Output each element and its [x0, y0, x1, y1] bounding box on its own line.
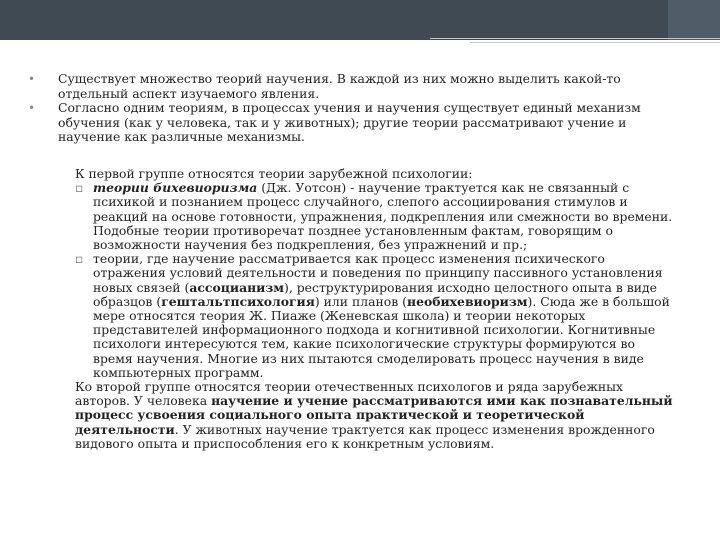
reflection-text-e: ). Сюда же в большой мере относятся теория Ж. Пиаже (Женевская школа) и теории некоторых представителей информационного подхода и когнитивной психологии. Когнитивные психологи интересуются тем, какие психологические структуры формируются во время научения. Многие из них пытаются смоделировать процесс научения в виде компьютерных программ.	[93, 293, 670, 380]
sub-item-reflection	[75, 252, 675, 380]
second-group-paragraph	[75, 380, 675, 451]
decor-line	[470, 42, 720, 43]
decor-lines	[430, 38, 720, 46]
sub-section	[75, 167, 675, 451]
bullet-dot-icon: •	[28, 72, 36, 86]
second-group-text-b: . У животных научение трактуется как процесс изменения врожденного видового опыта и приспособления его к конкретным условиям.	[75, 421, 655, 451]
slide-top-bar-accent	[668, 0, 720, 40]
square-bullet-icon: ▫	[75, 251, 84, 267]
bullet-text: Согласно одним теориям, в процессах учения и научения существует единый механизм обучения (как у человека, так и у животных); другие теории рассматривают учение и научение как различные механизмы.	[58, 100, 641, 145]
term-associanism: ассоцианизм	[189, 279, 285, 295]
decor-line	[430, 38, 720, 39]
second-group-text-a: Ко второй группе относятся теории отечественных психологов и ряда зарубежных авторов. У человека	[75, 379, 623, 409]
first-group-intro: К первой группе относятся теории зарубежной психологии:	[75, 166, 473, 181]
square-bullet-icon: ▫	[75, 180, 84, 196]
reflection-text-a: теории, где научение рассматривается как процесс изменения психического отражения условий деятельности и поведения по принципу пассивного установления новых связей (	[93, 251, 663, 295]
sub-item-behaviorism	[75, 181, 675, 252]
bullet-item	[28, 101, 688, 145]
behaviorism-text: (Дж. Уотсон) - научение трактуется как не связанный с психикой и познанием процесс случайного, слепого ассоциирования стимулов и реакций на основе готовности, упражнения, подкрепления или смежности во времени. Подобные теории противоречат позднее установленным фактам, говорящим о возможности научения без подкрепления, без упражнений и пр.;	[93, 180, 673, 253]
reflection-text-d: ) или планов (	[314, 293, 407, 309]
second-group-bold: научение и учение рассматриваются ими как познавательный процесс усвоения социального опыта практической и теоретической деятельности	[75, 393, 673, 437]
term-neobehaviorism: необихевиоризм	[407, 293, 528, 309]
term-gestalt: гештальтпсихология	[161, 293, 315, 309]
main-bullet-list	[28, 72, 688, 145]
reflection-text-c: ), реструктурирования исходно целостного опыта в виде образцов (	[93, 279, 657, 309]
bullet-item	[28, 72, 688, 101]
bullet-dot-icon: •	[28, 101, 36, 116]
behaviorism-term: теории бихевиоризма	[93, 180, 258, 196]
slide-top-bar	[0, 0, 720, 40]
bullet-text: Существует множество теорий научения. В каждой из них можно выделить какой-то отдельный аспект изучаемого явления.	[58, 71, 621, 101]
